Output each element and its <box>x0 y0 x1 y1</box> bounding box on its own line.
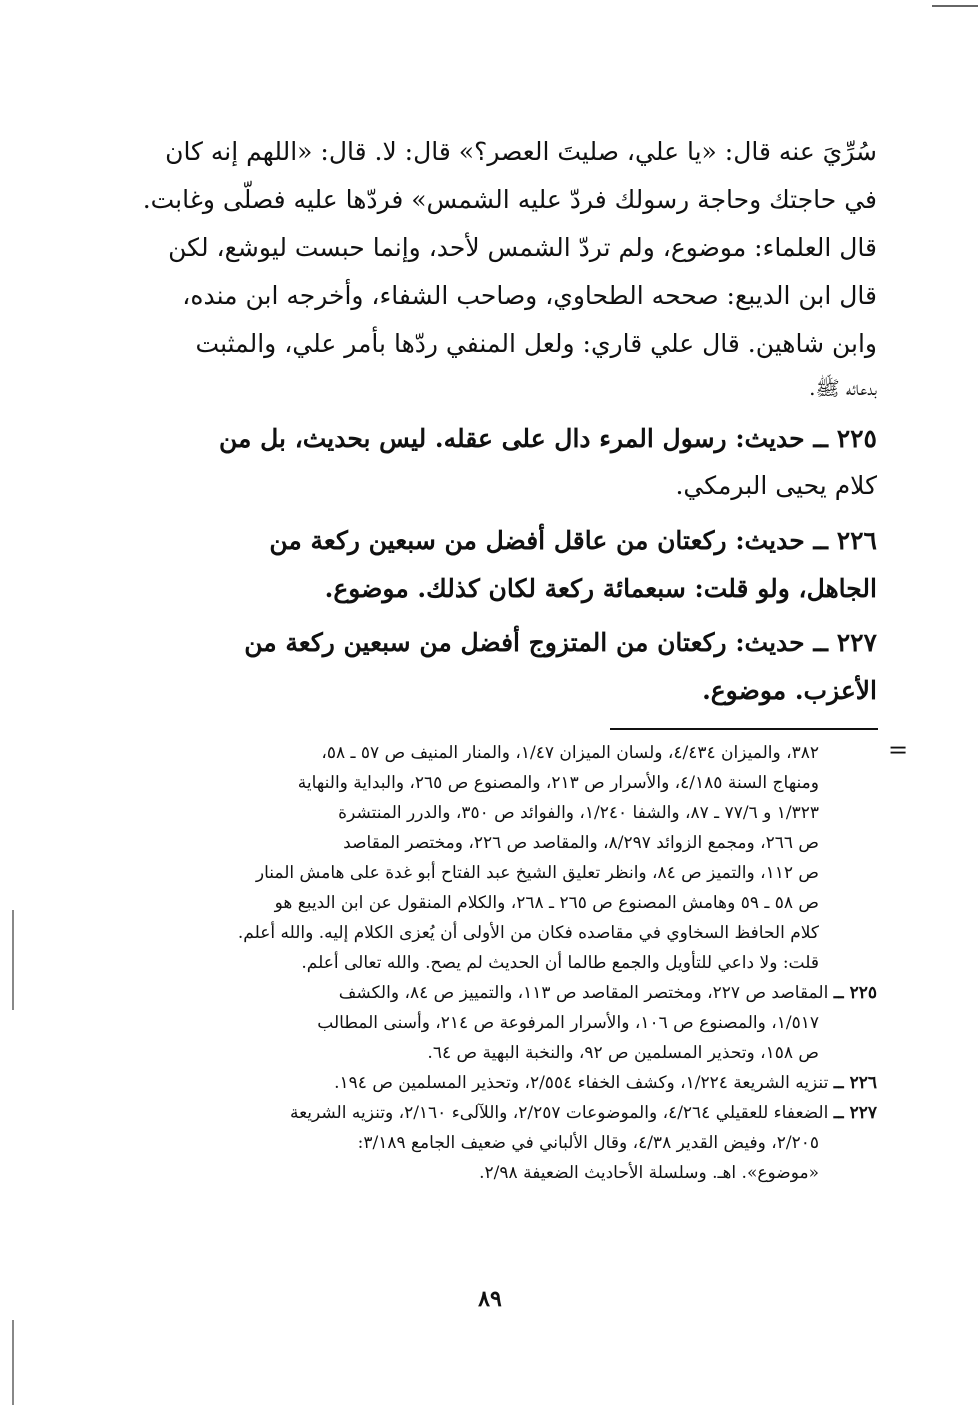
main-text <box>135 128 877 714</box>
hadith-226-line-1: ٢٢٦ ــ حديث: ركعتان من عاقل أفضل من سبعين ركعة من <box>269 526 877 555</box>
footnote-line: ١/٣٢٣ و ٧٧/٦ ـ ٨٧، والشفا ١/٢٤٠، والفوائد ص ٣٥٠، والدرر المنتشرة <box>338 803 819 823</box>
footnote-line: «موضوع». اهـ. وسلسلة الأحاديث الضعيفة ٢/٩٨. <box>479 1163 819 1183</box>
text-line: وابن شاهين. قال علي قاري: ولعل المنفي ردّها بأمر علي، والمثبت <box>195 329 877 358</box>
footnote-number: ٢٢٥ ــ <box>833 983 877 1003</box>
scan-mark-top-right <box>932 5 978 7</box>
footnote-227 <box>135 1098 877 1188</box>
footnote-line: ٣٨٢، والميزان ٤/٤٣٤، ولسان الميزان ١/٤٧، والمنار المنيف ص ٥٧ ـ ٥٨، <box>321 743 819 763</box>
footnote-225 <box>135 978 877 1068</box>
footnote-line: ص ١١٢، والتميز ص ٨٤، وانظر تعليق الشيخ عبد الفتاح أبو غدة على هامش المنار <box>255 863 819 883</box>
footnote-text: الضعفاء للعقيلي ٤/٢٦٤، والموضوعات ٢/٢٥٧، واللآلىء ٢/١٦٠، وتنزيه الشريعة <box>289 1103 829 1123</box>
hadith-227-line-2: الأعزب. موضوع. <box>702 676 877 705</box>
hadith-225 <box>135 414 877 510</box>
footnote-line: ص ٢٦٦، ومجمع الزوائد ٨/٢٩٧، والمقاصد ص ٢٢٦، ومختصر المقاصد <box>343 833 819 853</box>
footnote-line: ص ١٥٨، وتحذير المسلمين ص ٩٢، والنخبة البهية ص ٦٤. <box>427 1043 819 1063</box>
footnote-line: ١/٥١٧، والمصنوع ص ١٠٦، والأسرار المرفوعة ص ٢١٤، وأسنى المطالب <box>317 1013 819 1033</box>
text-line: سُرِّيَ عنه قال: «يا علي، صليتَ العصر؟» قال: لا. قال: «اللهم إنه كان <box>165 137 877 166</box>
footnote-line: ومنهاج السنة ٤/١٨٥، والأسرار ص ٢١٣، والمصنوع ص ٢٦٥، والبداية والنهاية <box>297 773 819 793</box>
hadith-227 <box>135 618 877 714</box>
hadith-225-line-2: كلام يحيى البرمكي. <box>675 471 877 500</box>
footnote-number: ٢٢٦ ــ <box>833 1073 877 1093</box>
hadith-227-line-1: ٢٢٧ ــ حديث: ركعتان من المتزوج أفضل من سبعين ركعة من <box>244 628 877 657</box>
footnote-line: كلام الحافظ السخاوي في مقاصده فكان من الأولى أن يُعزى الكلام إليه. والله أعلم. <box>237 923 819 943</box>
hadith-226-line-2: الجاهل، ولو قلت: سبعمائة ركعة لكان كذلك. موضوع. <box>324 574 877 603</box>
footnote-separator <box>610 728 878 730</box>
hadith-225-line-1: ٢٢٥ ــ حديث: رسول المرء دال على عقله. ليس بحديث، بل من <box>218 424 877 453</box>
scan-mark-left <box>12 910 14 1010</box>
footnote-line: قلت: ولا داعي للتأويل والجمع طالما أن الحديث لم يصح. والله تعالى أعلم. <box>301 953 819 973</box>
footnote-continued <box>135 738 877 978</box>
footnotes <box>135 738 877 1188</box>
footnote-continuation-marker: = <box>888 736 909 764</box>
intro-paragraph <box>135 128 877 408</box>
footnote-226 <box>135 1068 877 1098</box>
footnote-line: ٢/٢٠٥، وفيض القدير ٤/٣٨، وقال الألباني في ضعيف الجامع ٣/١٨٩: <box>357 1133 819 1153</box>
text-line: في حاجتك وحاجة رسولك فردّ عليه الشمس» فردّها عليه فصلّى وغابت. <box>142 185 877 214</box>
page-number: ٨٩ <box>478 1286 502 1312</box>
scan-mark-bottom-left <box>12 1320 14 1405</box>
footnote-text: تنزيه الشريعة ١/٢٢٤، وكشف الخفاء ٢/٥٥٤، وتحذير المسلمين ص ١٩٤. <box>334 1073 829 1093</box>
text-line: بدعائه ﷺ. <box>809 376 877 400</box>
footnote-text: المقاصد ص ٢٢٧، ومختصر المقاصد ص ١١٣، والتمييز ص ٨٤، والكشف <box>338 983 829 1003</box>
hadith-226 <box>135 516 877 612</box>
footnote-line: ص ٥٨ ـ ٥٩ وهامش المصنوع ص ٢٦٥ ـ ٢٦٨، والكلام المنقول عن ابن الديبع هو <box>274 893 819 913</box>
text-line: قال العلماء: موضوع، ولم تردّ الشمس لأحد، وإنما حبست ليوشع، لكن <box>168 233 877 262</box>
text-line: قال ابن الديبع: صححه الطحاوي، وصاحب الشفاء، وأخرجه ابن منده، <box>182 281 877 310</box>
footnote-number: ٢٢٧ ــ <box>833 1103 877 1123</box>
